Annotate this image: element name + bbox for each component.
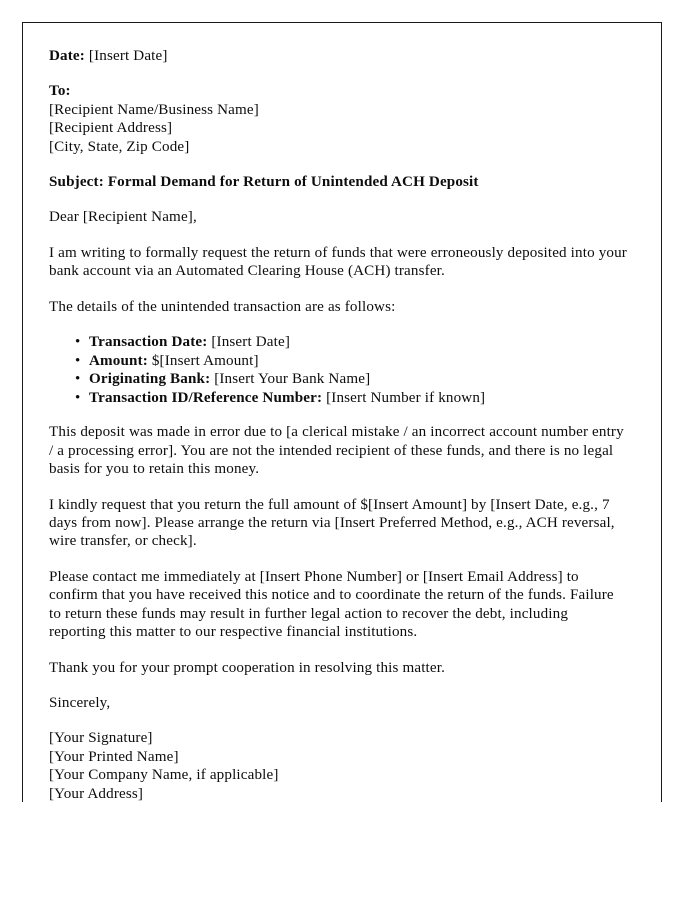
recipient-address: [Recipient Address] xyxy=(49,120,173,137)
letter-body xyxy=(49,47,627,803)
date-label: Date: xyxy=(49,48,85,64)
signature-block xyxy=(49,729,627,803)
detail-label: Originating Bank: xyxy=(89,371,211,388)
transaction-details-list xyxy=(49,333,627,407)
signature-placeholder: [Your Signature] xyxy=(49,730,153,747)
detail-label: Transaction ID/Reference Number: xyxy=(89,389,323,406)
bullet-icon: • xyxy=(75,334,81,351)
detail-value: $[Insert Amount] xyxy=(151,352,259,369)
recipient-block xyxy=(49,82,627,156)
date-value: [Insert Date] xyxy=(88,48,168,64)
salutation-text: Dear [Recipient Name], xyxy=(49,209,197,226)
salutation xyxy=(49,208,627,226)
paragraph-return-request: I kindly request that you return the full amount of $[Insert Amount] by [Insert Date, e.g., 7 days from now]. Please arrange the return via [Insert Preferred Method, e.g., ACH reversal, wire transfer, or check]. xyxy=(49,496,615,550)
list-item xyxy=(49,333,627,352)
list-item xyxy=(49,352,627,371)
address-placeholder: [Your Address] xyxy=(49,785,144,802)
detail-label: Amount: xyxy=(89,352,148,369)
recipient-name: [Recipient Name/Business Name] xyxy=(49,101,259,118)
paragraph-details-lead: The details of the unintended transaction are as follows: xyxy=(49,298,396,315)
to-label: To: xyxy=(49,83,71,100)
subject-label: Subject: xyxy=(49,174,104,191)
paragraph-contact-notice: Please contact me immediately at [Insert Phone Number] or [Insert Email Address] to confirm that you have received this notice and to coordinate the return of the funds. Failure to return these funds may result in further legal action to recover the debt, including reporting this matter to our respective financial institutions. xyxy=(49,568,614,641)
closing-text: Sincerely, xyxy=(49,694,111,711)
printed-name-placeholder: [Your Printed Name] xyxy=(49,748,179,765)
list-item xyxy=(49,389,627,408)
detail-label: Transaction Date: xyxy=(89,334,208,351)
detail-value: [Insert Your Bank Name] xyxy=(214,371,371,388)
subject-value: Formal Demand for Return of Unintended ACH Deposit xyxy=(107,174,479,191)
list-item xyxy=(49,370,627,389)
company-name-placeholder: [Your Company Name, if applicable] xyxy=(49,767,279,784)
closing xyxy=(49,694,627,712)
detail-value: [Insert Number if known] xyxy=(326,389,486,406)
subject-line xyxy=(49,173,627,191)
date-line xyxy=(49,47,627,65)
bullet-icon: • xyxy=(75,352,81,369)
recipient-city-state-zip: [City, State, Zip Code] xyxy=(49,138,190,155)
bullet-icon: • xyxy=(75,389,81,406)
detail-value: [Insert Date] xyxy=(211,334,291,351)
paragraph-intro: I am writing to formally request the return of funds that were erroneously deposited into your bank account via an Automated Clearing House (ACH) transfer. xyxy=(49,244,627,280)
paragraph-error-explanation: This deposit was made in error due to [a clerical mistake / an incorrect account number entry / a processing error]. You are not the intended recipient of these funds, and there is no legal basis for you to retain this money. xyxy=(49,424,624,478)
bullet-icon: • xyxy=(75,371,81,388)
paragraph-thanks: Thank you for your prompt cooperation in resolving this matter. xyxy=(49,659,446,676)
letter-page xyxy=(22,22,662,802)
